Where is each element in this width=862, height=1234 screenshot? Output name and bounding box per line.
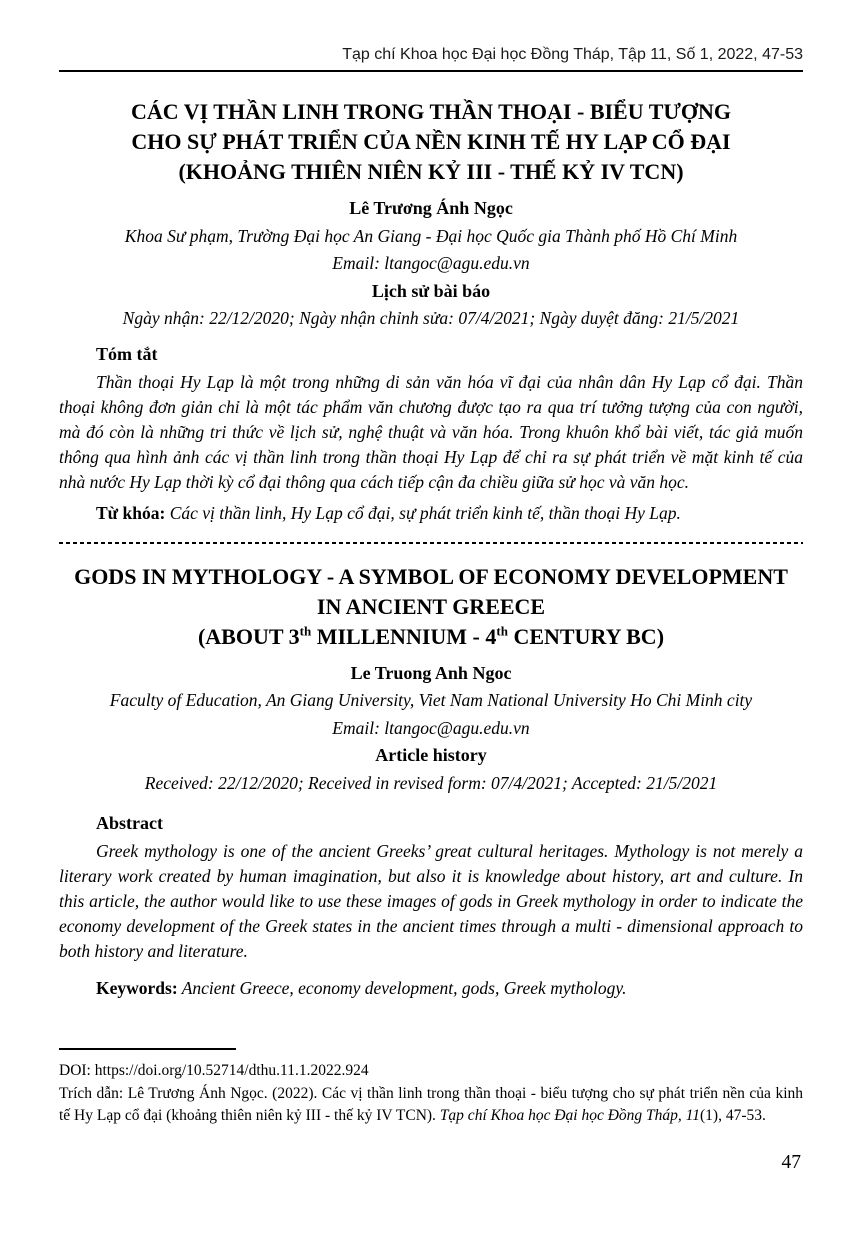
vn-author-name: Lê Trương Ánh Ngọc bbox=[349, 198, 513, 218]
page-number: 47 bbox=[781, 1152, 801, 1173]
journal-header-text: Tạp chí Khoa học Đại học Đồng Tháp, Tập 11, Số 1, 2022, 47-53 bbox=[342, 46, 803, 63]
vn-keywords bbox=[59, 501, 803, 526]
vn-abstract-heading: Tóm tắt bbox=[96, 343, 158, 364]
english-title bbox=[59, 562, 803, 652]
citation-line bbox=[59, 1083, 803, 1128]
en-keywords bbox=[59, 976, 803, 1001]
en-article-history-heading: Article history bbox=[375, 745, 487, 765]
vietnamese-title bbox=[59, 97, 803, 187]
en-affiliation: Faculty of Education, An Giang University, Viet Nam National University Ho Chi Minh city bbox=[109, 690, 753, 710]
en-keywords-text: Ancient Greece, economy development, gods, Greek mythology. bbox=[177, 978, 627, 998]
en-abstract-heading: Abstract bbox=[96, 813, 163, 833]
en-title-line3-mid: MILLENNIUM - 4 bbox=[311, 623, 497, 649]
journal-header bbox=[59, 0, 803, 72]
vn-keywords-label: Từ khóa: bbox=[96, 502, 166, 523]
en-keywords-label: Keywords: bbox=[96, 978, 178, 998]
en-title-line-3 bbox=[59, 622, 803, 652]
vn-affiliation: Khoa Sư phạm, Trường Đại học An Giang - Đại học Quốc gia Thành phố Hồ Chí Minh bbox=[124, 225, 738, 246]
en-title-superscript-2: th bbox=[496, 623, 508, 639]
en-author-name: Le Truong Anh Ngoc bbox=[350, 662, 512, 683]
section-divider bbox=[59, 542, 803, 544]
en-article-history-dates: Received: 22/12/2020; Received in revised form: 07/4/2021; Accepted: 21/5/2021 bbox=[144, 772, 718, 793]
footnote-rule bbox=[59, 1048, 236, 1050]
citation-pages: (1), 47-53. bbox=[700, 1107, 766, 1124]
en-abstract-text: Greek mythology is one of the ancient Greeks’ great cultural heritages. Mythology is not merely a literary work created by human imagination, but also it is knowledge about history, art and culture. In this article, the author would like to use these images of gods in Greek mythology in order to indicate the economy development of the Greek states in the ancient times through a multi - dimensional approach to both history and literature. bbox=[59, 841, 803, 961]
citation-journal-name: Tạp chí Khoa học Đại học Đồng Tháp, 11 bbox=[439, 1107, 701, 1124]
vn-author-block bbox=[59, 195, 803, 333]
en-title-line3-post: CENTURY BC) bbox=[507, 623, 665, 649]
vn-article-history-dates: Ngày nhận: 22/12/2020; Ngày nhận chỉnh sửa: 07/4/2021; Ngày duyệt đăng: 21/5/2021 bbox=[122, 308, 740, 328]
en-title-line-1: GODS IN MYTHOLOGY - A SYMBOL OF ECONOMY DEVELOPMENT bbox=[74, 563, 788, 589]
vn-title-line-2: CHO SỰ PHÁT TRIỂN CỦA NỀN KINH TẾ HY LẠP CỔ ĐẠI bbox=[131, 129, 731, 154]
vn-title-line-3: (KHOẢNG THIÊN NIÊN KỶ III - THẾ KỶ IV TCN) bbox=[178, 159, 684, 184]
en-email: Email: ltangoc@agu.edu.vn bbox=[332, 717, 530, 738]
vn-title-line-1: CÁC VỊ THẦN LINH TRONG THẦN THOẠI - BIỂU TƯỢNG bbox=[130, 99, 732, 124]
en-title-line-2: IN ANCIENT GREECE bbox=[316, 593, 546, 619]
doi-line: DOI: https://doi.org/10.52714/dthu.11.1.2022.924 bbox=[59, 1062, 369, 1079]
vn-article-history-heading: Lịch sử bài báo bbox=[371, 280, 491, 301]
vn-email: Email: ltangoc@agu.edu.vn bbox=[332, 253, 530, 273]
en-author-block bbox=[59, 660, 803, 798]
vn-keywords-text: Các vị thần linh, Hy Lạp cổ đại, sự phát triển kinh tế, thần thoại Hy Lạp. bbox=[165, 502, 681, 523]
vn-abstract-text: Thần thoại Hy Lạp là một trong những di sản văn hóa vĩ đại của nhân dân Hy Lạp cổ đại. Thần thoại không đơn giản chỉ là một tác phẩm văn chương được tạo ra qua trí tưởng tượng của con người, mà đó còn là những tri thức về lịch sử, nghệ thuật và văn hóa. Trong khuôn khổ bài viết, tác giả muốn thông qua hình ảnh các vị thần linh trong thần thoại Hy Lạp để chỉ ra sự phát triển về mặt kinh tế của nhà nước Hy Lạp thời kỳ cổ đại thông qua cách tiếp cận đa chiều giữa sử học và văn học. bbox=[59, 371, 803, 492]
en-title-superscript-1: th bbox=[299, 623, 312, 639]
en-title-line3-pre: (ABOUT 3 bbox=[197, 623, 300, 649]
citation-text: Trích dẫn: Lê Trương Ánh Ngọc. (2022). Các vị thần linh trong thần thoại - biểu tượng cho sự phát triển nền của kinh tế Hy Lạp cổ đại (khoảng thiên niên kỷ III - thế kỷ IV TCN). bbox=[59, 1084, 803, 1124]
page-footer bbox=[59, 1048, 803, 1128]
